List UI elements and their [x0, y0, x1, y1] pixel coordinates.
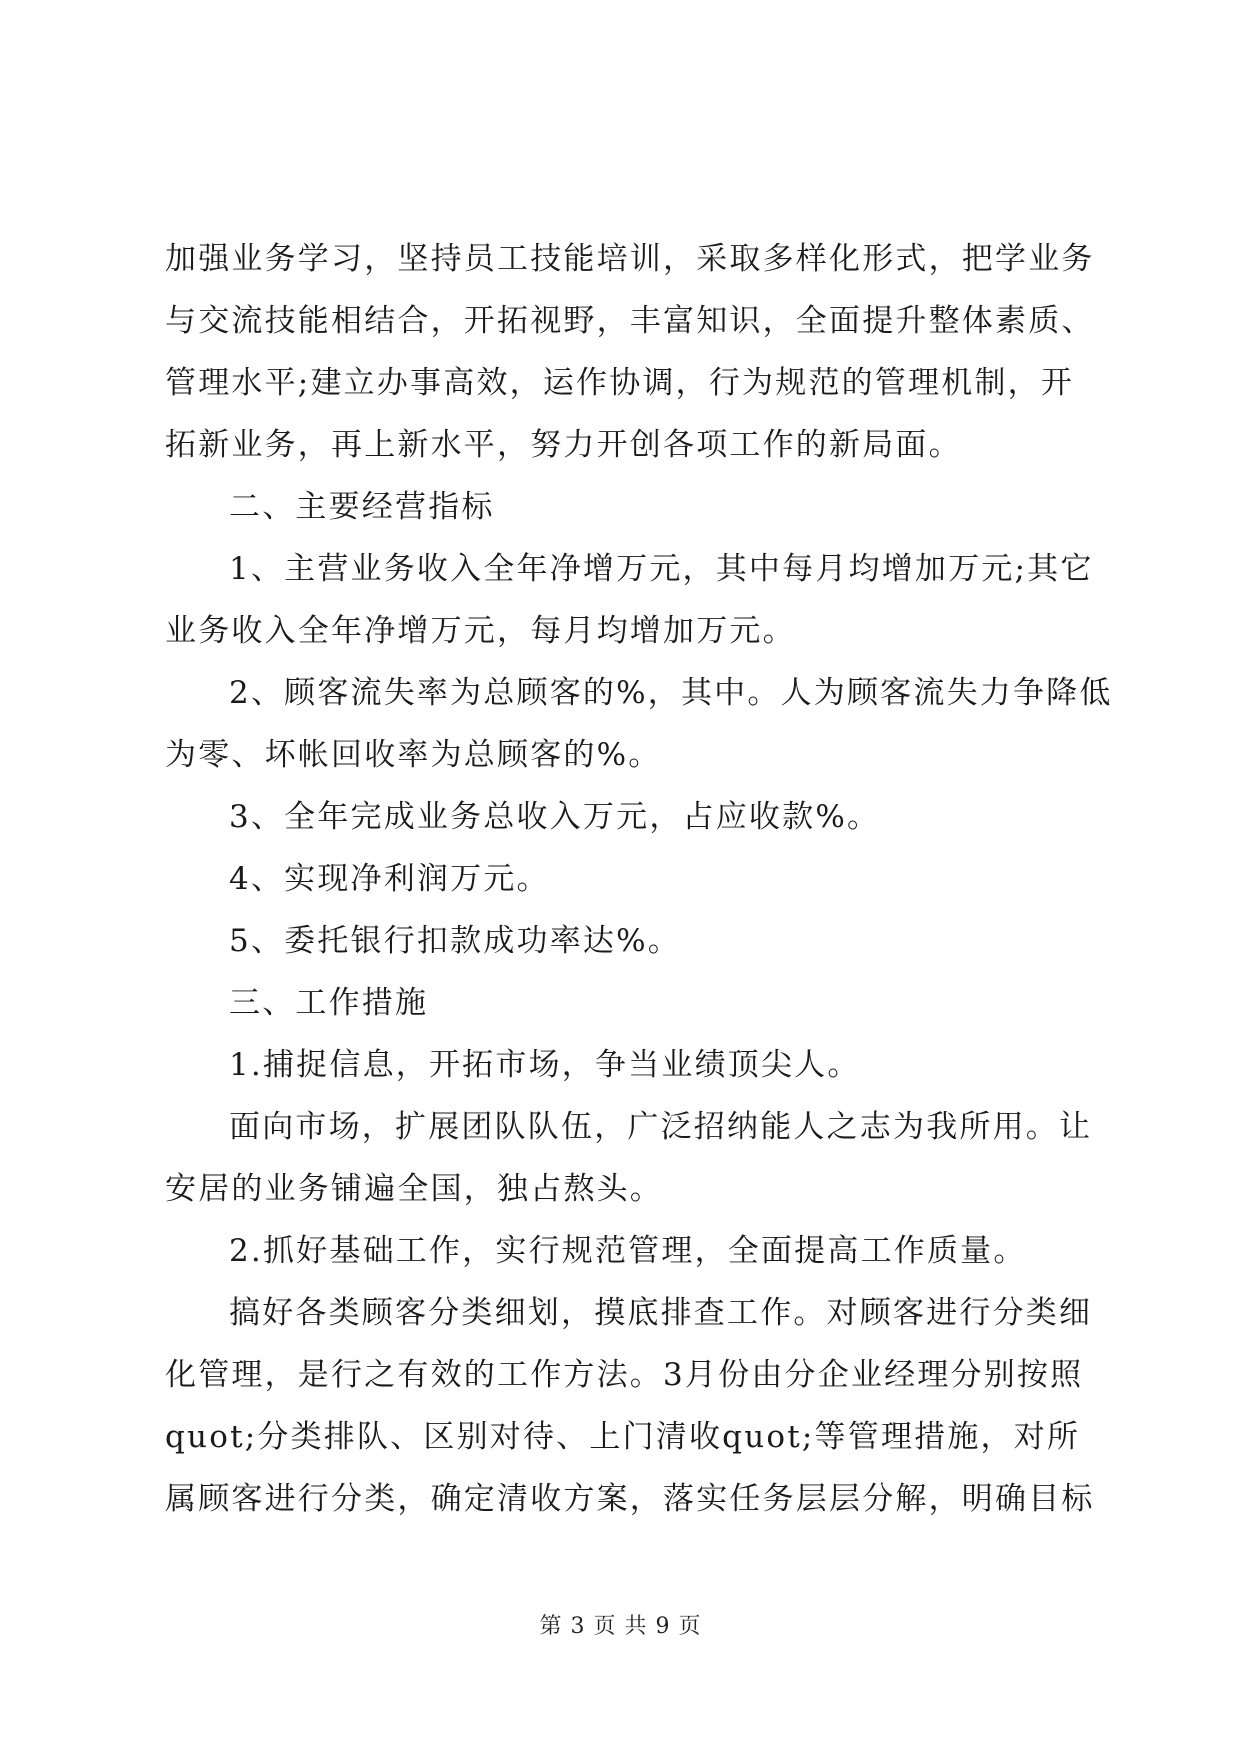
text-line: 4、实现净利润万元。 [229, 861, 550, 897]
text-line: 面向市场，扩展团队队伍，广泛招纳能人之志为我所用。让 [229, 1109, 1093, 1145]
body-text [165, 228, 1113, 1530]
text-line: 2、顾客流失率为总顾客的%，其中。人为顾客流失力争降低 [229, 675, 1113, 711]
text-line: 二、主要经营指标 [229, 489, 495, 525]
text-line: 安居的业务铺遍全国，独占熬头。 [165, 1171, 663, 1207]
text-line: 5、委托银行扣款成功率达%。 [229, 923, 681, 959]
text-line: quot;分类排队、区别对待、上门清收quot;等管理措施，对所 [165, 1419, 1081, 1455]
text-line: 2.抓好基础工作，实行规范管理，全面提高工作质量。 [229, 1233, 1027, 1269]
text-line: 三、工作措施 [229, 985, 429, 1021]
text-line: 与交流技能相结合，开拓视野，丰富知识，全面提升整体素质、 [165, 303, 1095, 339]
text-line: 加强业务学习，坚持员工技能培训，采取多样化形式，把学业务 [165, 241, 1095, 277]
text-line: 为零、坏帐回收率为总顾客的%。 [165, 737, 662, 773]
text-line: 搞好各类顾客分类细划，摸底排查工作。对顾客进行分类细 [229, 1295, 1093, 1331]
text-line: 拓新业务，再上新水平，努力开创各项工作的新局面。 [165, 427, 962, 463]
text-line: 化管理，是行之有效的工作方法。3月份由分企业经理分别按照 [165, 1357, 1084, 1393]
text-line: 3、全年完成业务总收入万元，占应收款%。 [229, 799, 881, 835]
text-line: 管理水平;建立办事高效，运作协调，行为规范的管理机制，开 [165, 365, 1075, 401]
page-footer: 第 3 页 共 9 页 [539, 1614, 702, 1639]
text-line: 属顾客进行分类，确定清收方案，落实任务层层分解，明确目标 [165, 1481, 1095, 1517]
text-line: 1、主营业务收入全年净增万元，其中每月均增加万元;其它 [229, 551, 1094, 587]
text-line: 1.捕捉信息，开拓市场，争当业绩顶尖人。 [229, 1047, 861, 1083]
text-line: 业务收入全年净增万元，每月均增加万元。 [165, 613, 796, 649]
